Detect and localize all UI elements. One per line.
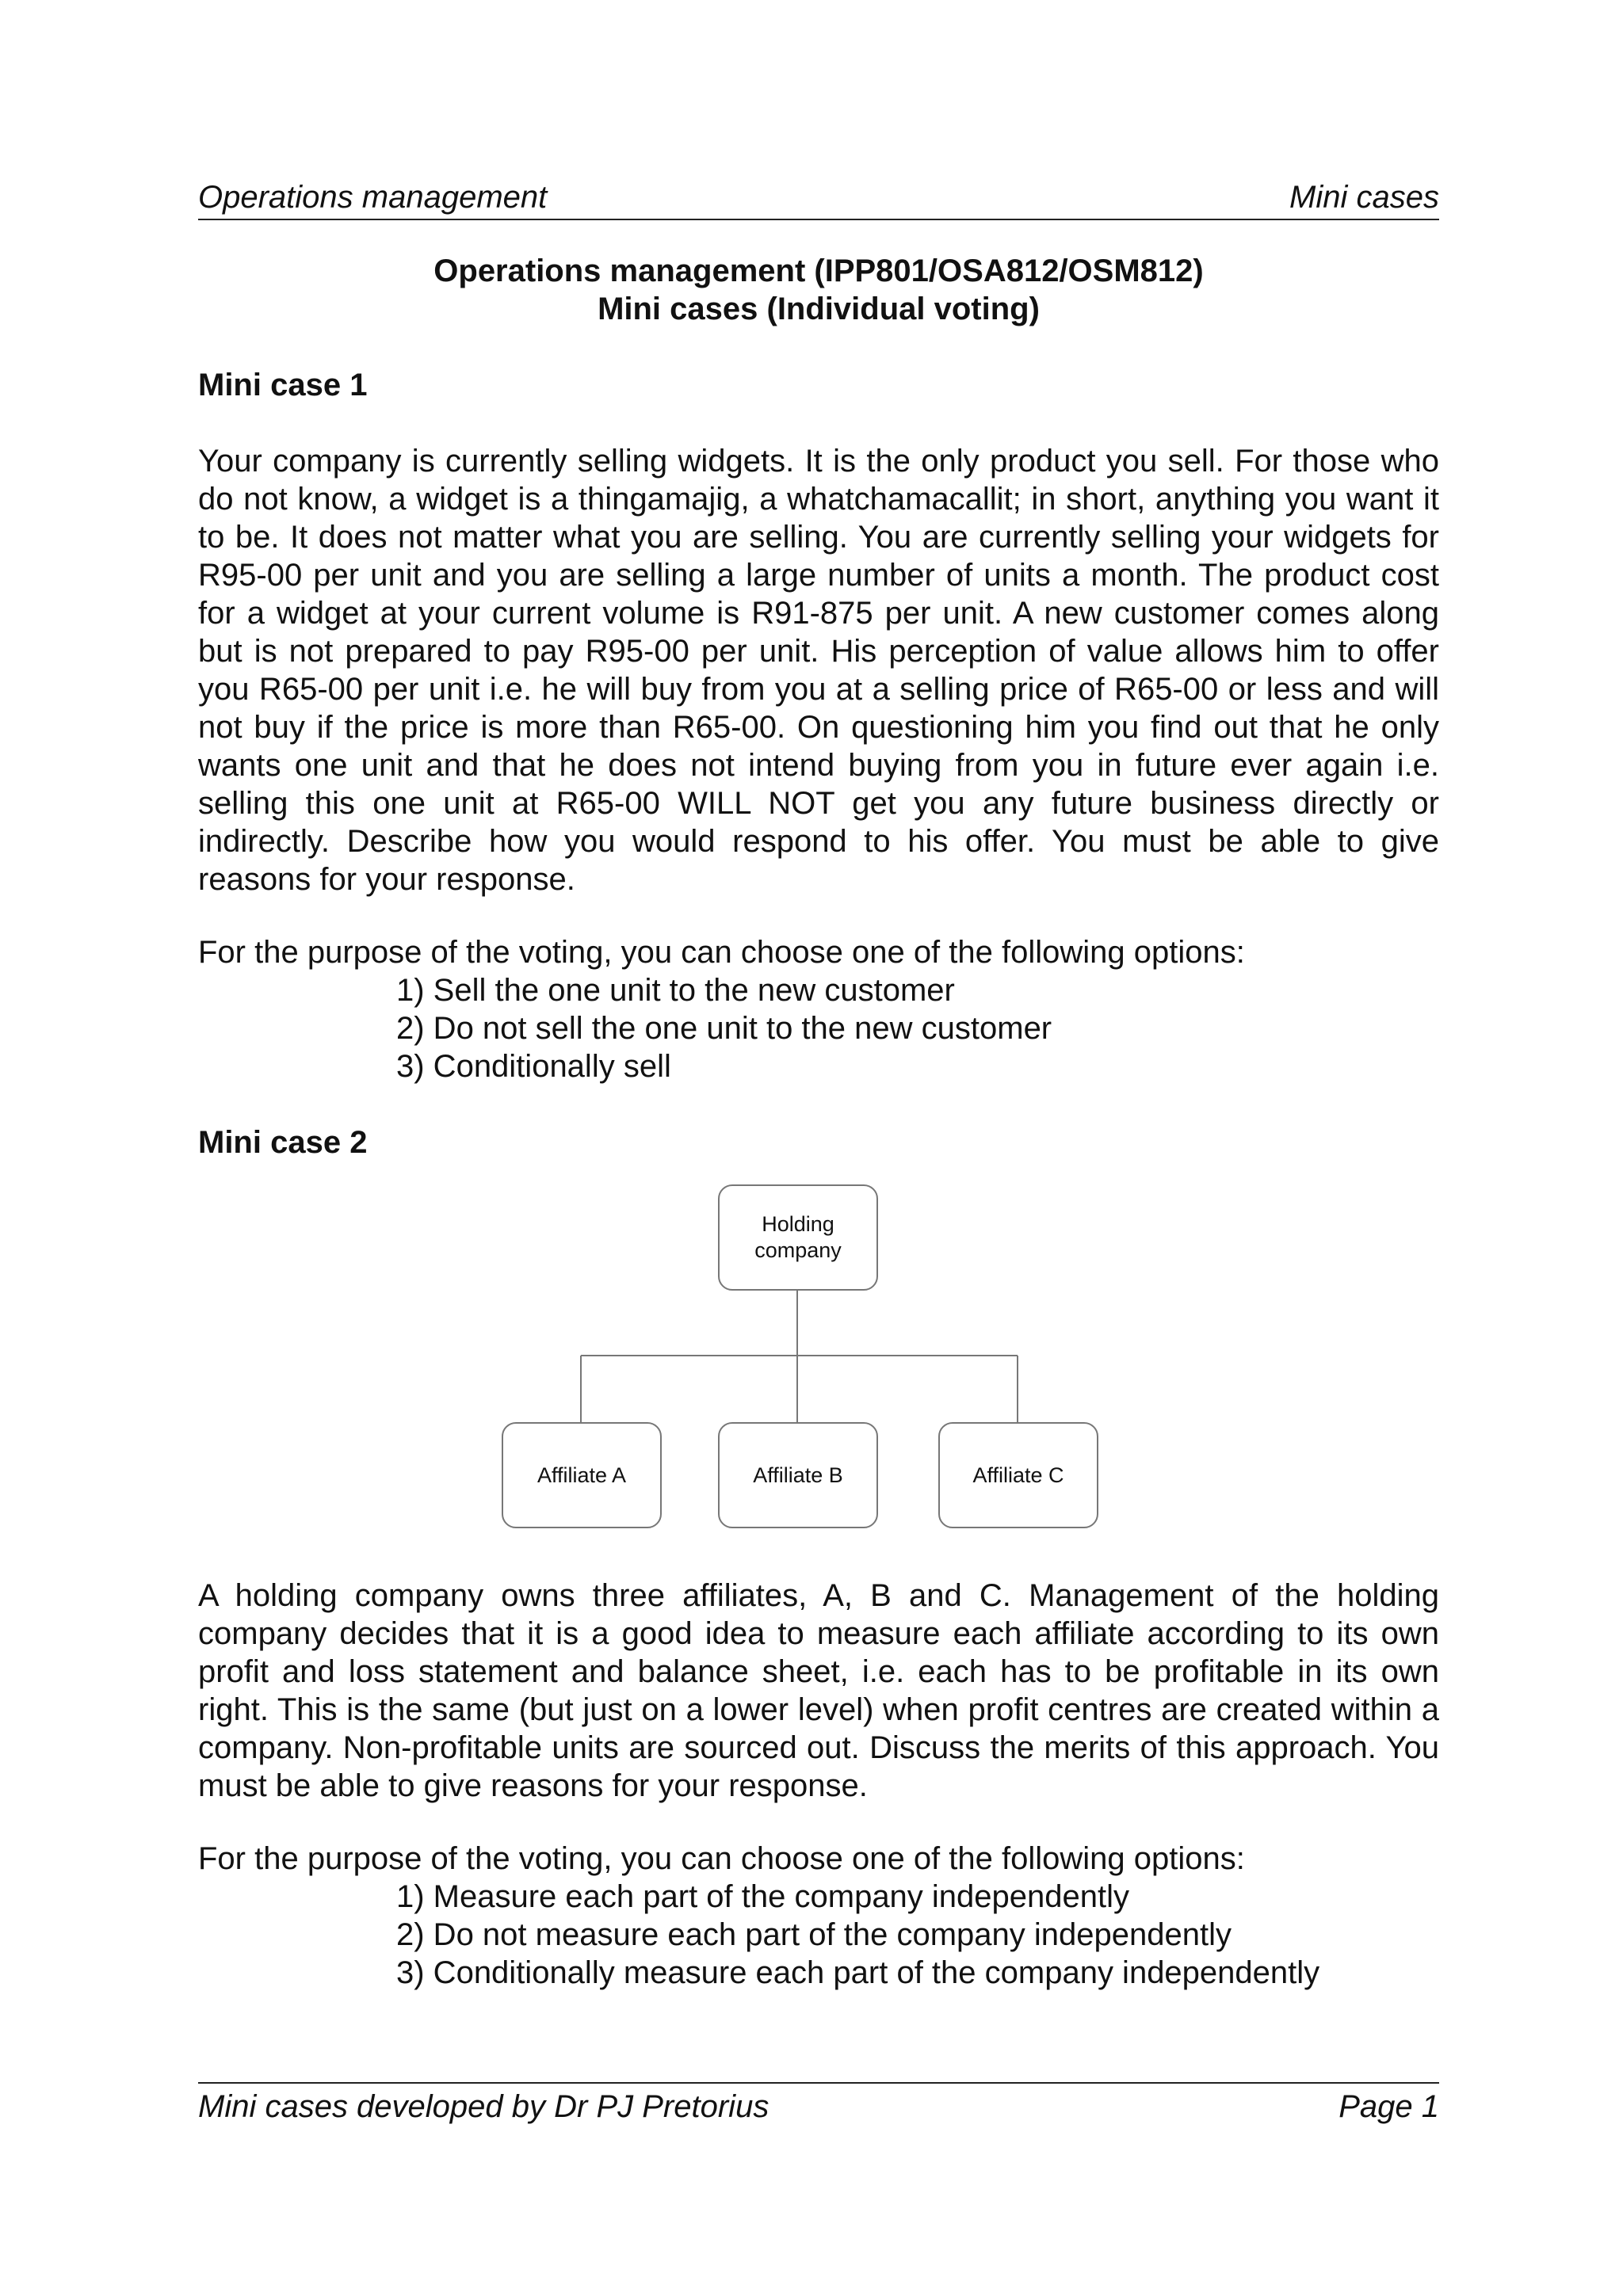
header-section: Mini cases: [1289, 180, 1439, 215]
holding-company-node: Holding company: [718, 1184, 878, 1291]
org-chart-diagram: [499, 1184, 1109, 1533]
affiliate-c-node: Affiliate C: [938, 1422, 1098, 1528]
title-line-1: Operations management (IPP801/OSA812/OSM812): [433, 254, 1204, 288]
page-footer: [198, 2082, 1439, 2125]
case-2-option: 3) Conditionally measure each part of the company independently: [396, 1955, 1320, 1990]
case-2-voting-intro: For the purpose of the voting, you can choose one of the following options:: [198, 1841, 1245, 1876]
case-1-option: 3) Conditionally sell: [396, 1049, 671, 1084]
page-header: [198, 179, 1439, 220]
case-2-paragraph: A holding company owns three affiliates, A, B and C. Management of the holding company decides that it is a good idea to measure each affiliate according to its own profit and loss statement and balance sheet, i.e. each has to be profitable in its own right. This is the same (but just on a lower level) when profit centres are created within a company. Non-profitable units are sourced out. Discuss the merits of this approach. You must be able to give reasons for your response.: [198, 1578, 1439, 1803]
page-number: Page 1: [1338, 2089, 1439, 2124]
case-1-option: 1) Sell the one unit to the new customer: [396, 973, 955, 1008]
footer-author: Mini cases developed by Dr PJ Pretorius: [198, 2089, 769, 2124]
affiliate-a-node: Affiliate A: [502, 1422, 662, 1528]
case-2-option: 1) Measure each part of the company independently: [396, 1879, 1130, 1914]
case-1-options: [396, 971, 1052, 1085]
case-2-option: 2) Do not measure each part of the company independently: [396, 1917, 1232, 1952]
title-line-2: Mini cases (Individual voting): [598, 292, 1040, 326]
case-1-heading: Mini case 1: [198, 368, 368, 402]
case-1-voting-intro: For the purpose of the voting, you can choose one of the following options:: [198, 935, 1245, 970]
case-2-heading: Mini case 2: [198, 1125, 368, 1160]
affiliate-b-node: Affiliate B: [718, 1422, 878, 1528]
case-1-option: 2) Do not sell the one unit to the new customer: [396, 1011, 1052, 1046]
document-title: [198, 252, 1439, 328]
header-course: Operations management: [198, 180, 548, 215]
case-1-paragraph: Your company is currently selling widgets. It is the only product you sell. For those who do not know, a widget is a thingamajig, a whatchamacallit; in short, anything you want it to be. It does not matter what you are selling. You are currently selling your widgets for R95-00 per unit and you are selling a large number of units a month. The product cost for a widget at your current volume is R91-875 per unit. A new customer comes along but is not prepared to pay R95-00 per unit. His perception of value allows him to offer you R65-00 per unit i.e. he will buy from you at a selling price of R65-00 or less and will not buy if the price is more than R65-00. On questioning him you find out that he only wants one unit and that he does not intend buying from you in future ever again i.e. selling this one unit at R65-00 WILL NOT get you any future business directly or indirectly. Describe how you would respond to his offer. You must be able to give reasons for your response.: [198, 444, 1439, 897]
case-2-options: [396, 1878, 1319, 1992]
